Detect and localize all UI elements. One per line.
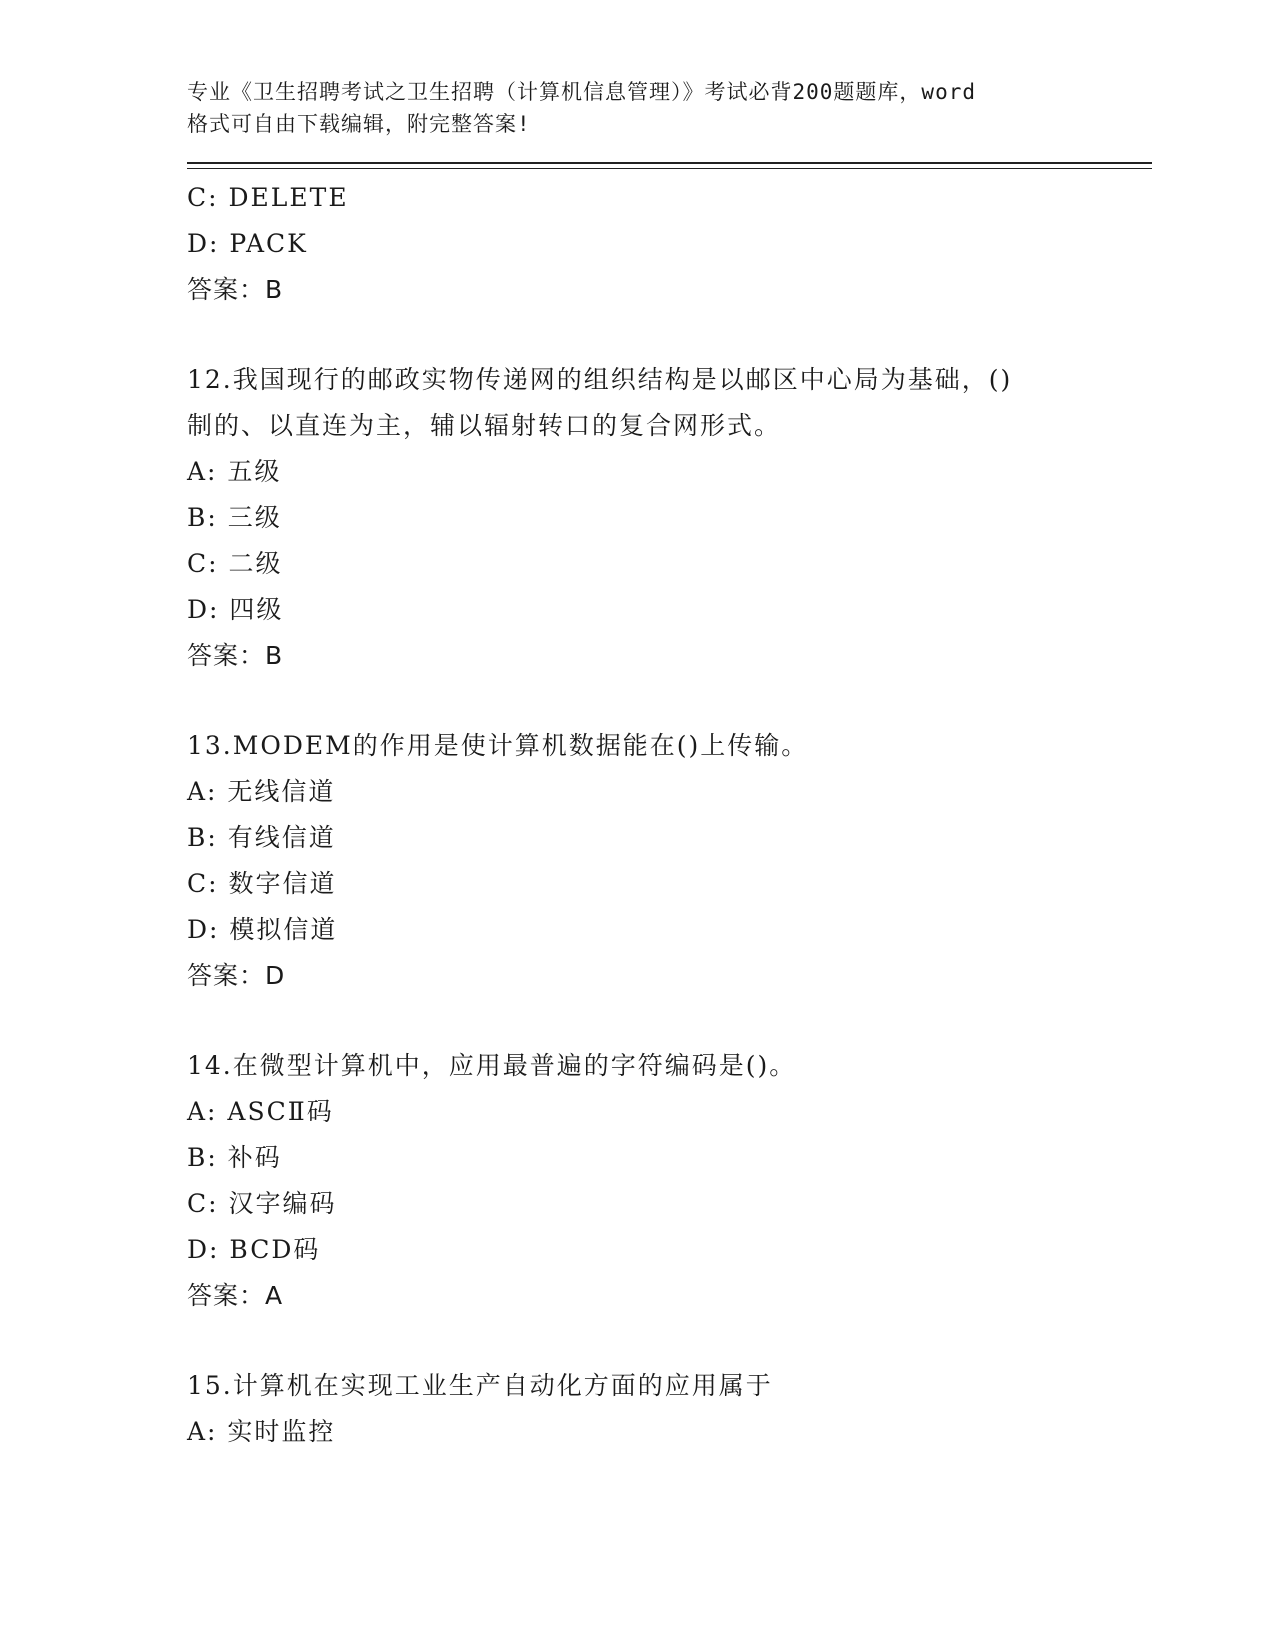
question-text: 15.计算机在实现工业生产自动化方面的应用属于 (187, 1371, 773, 1400)
option-d: D: 四级 (187, 595, 284, 624)
option-c: C: 数字信道 (187, 869, 337, 898)
option-a: A: ASCⅡ码 (187, 1097, 334, 1126)
option-a: A: 五级 (187, 457, 282, 486)
option-b: B: 补码 (187, 1143, 282, 1172)
option-b: B: 有线信道 (187, 823, 336, 852)
option-d: D: BCD码 (187, 1235, 321, 1264)
question-text-line-2: 制的、以直连为主，辅以辐射转口的复合网形式。 (187, 411, 782, 440)
answer-line: 答案：B (187, 641, 284, 670)
question-fragment (187, 175, 1152, 313)
answer-line: 答案：A (187, 1281, 284, 1310)
answer-line: 答案：D (187, 961, 286, 990)
option-d: D: 模拟信道 (187, 915, 338, 944)
option-d: D: PACK (187, 229, 308, 258)
option-c: C: 汉字编码 (187, 1189, 337, 1218)
header-divider (187, 162, 1152, 169)
question-15 (187, 1363, 1152, 1455)
question-text: 14.在微型计算机中，应用最普遍的字符编码是()。 (187, 1051, 797, 1080)
option-c: C: 二级 (187, 549, 283, 578)
document-header (187, 0, 1152, 140)
header-title-line-1: 专业《卫生招聘考试之卫生招聘（计算机信息管理）》考试必背200题题库，word (187, 80, 976, 104)
header-title-line-2: 格式可自由下载编辑，附完整答案! (187, 112, 531, 136)
option-a: A: 实时监控 (187, 1417, 336, 1446)
question-13 (187, 723, 1152, 999)
question-text-line-1: 12.我国现行的邮政实物传递网的组织结构是以邮区中心局为基础，() (187, 365, 1013, 394)
question-list (187, 175, 1152, 1455)
answer-line: 答案：B (187, 275, 284, 304)
question-14 (187, 1043, 1152, 1319)
option-a: A: 无线信道 (187, 777, 336, 806)
question-12 (187, 357, 1152, 679)
option-b: B: 三级 (187, 503, 282, 532)
question-text: 13.MODEM的作用是使计算机数据能在()上传输。 (187, 731, 809, 760)
document-page (187, 0, 1152, 1455)
option-c: C: DELETE (187, 183, 349, 212)
